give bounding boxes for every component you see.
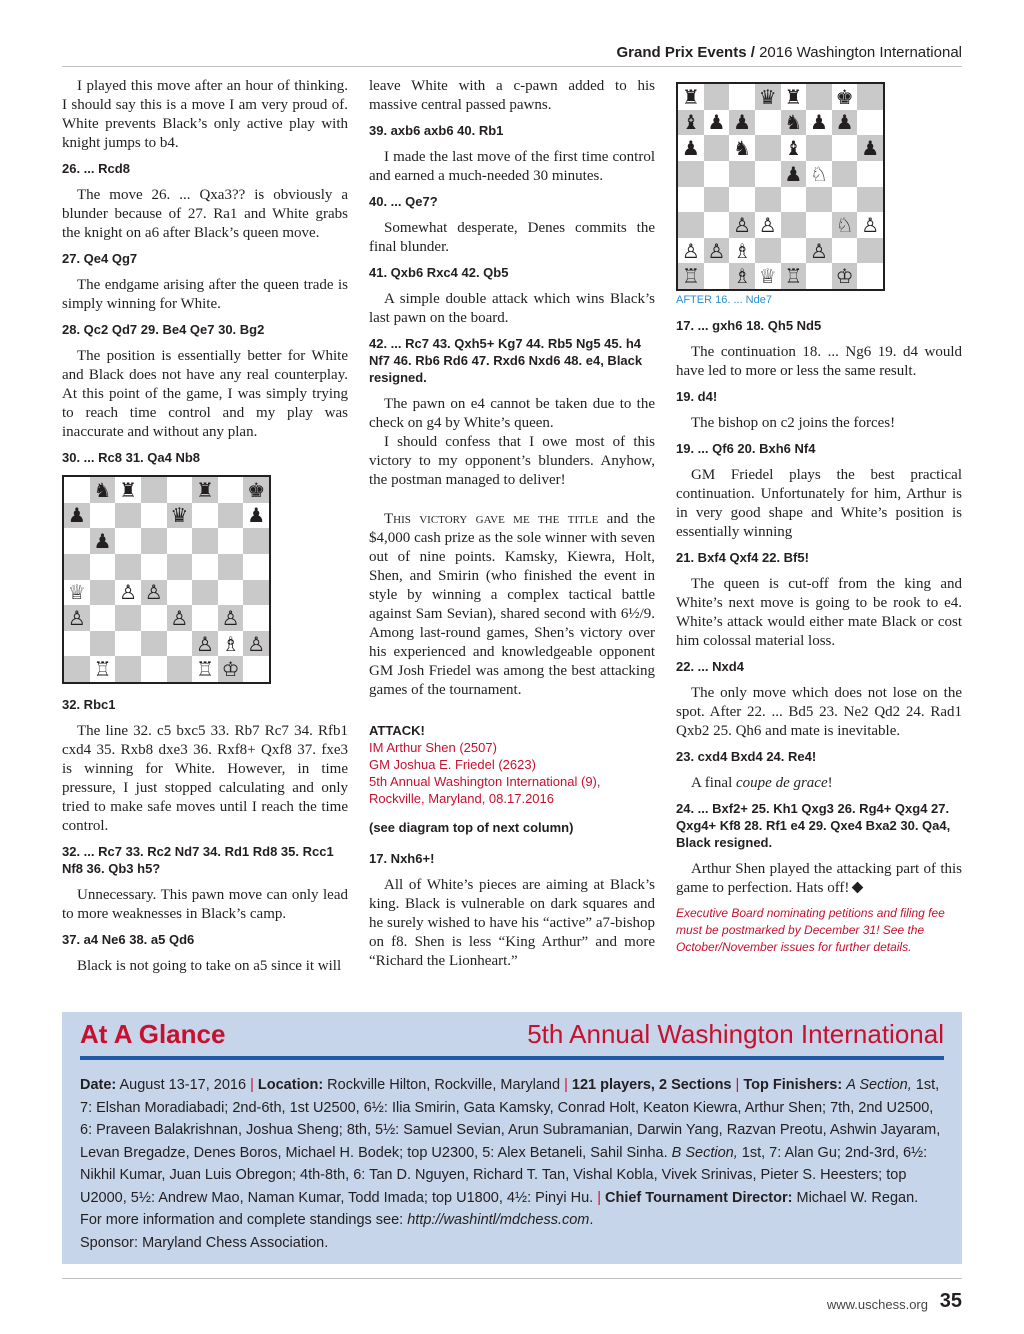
header-section: Grand Prix Events [616,44,747,61]
board-square [192,503,218,529]
paragraph-text: ! [827,775,833,791]
board-square [755,110,781,136]
chess-piece-icon: ♖ [192,656,218,682]
board-square [218,477,244,503]
board-square [729,161,755,187]
board-square [141,631,167,657]
board-square [90,631,116,657]
white-player: IM Arthur Shen (2507) [369,740,497,755]
paragraph: The only move which does not lose on the spot. After 22. ... Bd5 23. Ne2 Qd2 24. Rad1 Qxb2 25. Qh6 and mate is inevitable. [676,685,962,739]
chess-piece-icon: ♖ [678,263,704,289]
date-label: Date: [80,1077,117,1093]
separator: | [735,1077,740,1093]
board-square [243,528,269,554]
location-label: Location: [257,1077,324,1093]
paragraph: The endgame arising after the queen trade is simply winning for White. [62,277,348,312]
lead-in: This victory gave me the title [384,511,599,527]
separator: | [597,1189,601,1206]
board-square [755,135,781,161]
glance-body [80,1074,944,1254]
chess-piece-icon: ♙ [704,238,730,264]
players-count: 121 players, 2 Sections [571,1077,732,1093]
move-line: 22. ... Nxd4 [676,659,744,674]
event-name: 5th Annual Washington International (9), [369,774,601,789]
chess-piece-icon: ♙ [678,238,704,264]
glance-rule [80,1056,944,1060]
board-square [192,554,218,580]
board-square [192,528,218,554]
chess-piece-icon: ♙ [755,212,781,238]
column-2 [369,77,655,978]
paragraph: I made the last move of the first time control and earned a much-needed 30 minutes. [369,149,655,184]
board-note: Executive Board nominating petitions and filing fee must be postmarked by December 31! See the October/November issues for further details. [676,906,945,954]
chess-piece-icon: ♟ [64,503,90,529]
board-square [781,212,807,238]
end-mark-icon [852,882,864,894]
board-square [755,187,781,213]
paragraph: All of White’s pieces are aiming at Black’s king. Black is vulnerable on dark squares and he surely wished to have his “active” a7-bishop on f8. Shen is less “King Arthur” and more “Richard the Lionheart.” [369,877,655,969]
chess-piece-icon: ♙ [115,580,141,606]
board-square [704,263,730,289]
paragraph: The pawn on e4 cannot be taken due to the check on g4 by White’s queen. [369,396,655,431]
director-label: Chief Tournament Director: [605,1189,793,1206]
board-square [857,110,883,136]
paragraph: Somewhat desperate, Denes commits the final blunder. [369,220,655,255]
chess-piece-icon: ♞ [90,477,116,503]
board-square [704,84,730,110]
black-player: GM Joshua E. Friedel (2623) [369,757,536,772]
board-square [64,477,90,503]
move-line: 37. a4 Ne6 38. a5 Qd6 [62,932,195,947]
chess-piece-icon: ♟ [806,110,832,136]
board-square [115,528,141,554]
board-square [167,477,193,503]
chess-piece-icon: ♞ [781,110,807,136]
paragraph: The queen is cut-off from the king and White’s next move is going to be rook to e4. White’s attack would either mate Black or cost him colossal material loss. [676,576,962,649]
paragraph: GM Friedel plays the best practical continuation. Unfortunately for him, Arthur is in very good shape and White’s position is essentially winning [676,467,962,540]
board-square [832,135,858,161]
footer-website[interactable]: www.uschess.org [826,1297,928,1312]
move-line: 27. Qe4 Qg7 [62,251,138,266]
board-square [781,187,807,213]
italic-phrase: coupe de grace [736,775,828,791]
move-line: 28. Qc2 Qd7 29. Be4 Qe7 30. Bg2 [62,322,265,337]
a-section-results: 1st, 7: Elshan Moradiabadi; 2nd-6th, 1st U2500, 6½: Ilia Smirin, Gata Kamsky, Conrad Holt, Keaton Kiewra, Arthur Shen; 7th, 2nd U2500, 6: Praveen Balakrishnan, Joshua Sheng; 8th, 5½: Samuel Sevian, Arun Subramanian, Darwin Yang, Razvan Preotu, Ashwin Jayaram, Levan Bregadze, Denes Boros, Michael H. Bodek; top U2300, 5: Alex Betaneli, Sahil Sinha. [80,1077,941,1161]
separator: | [250,1077,254,1093]
board-square [141,656,167,682]
chess-piece-icon: ♙ [218,605,244,631]
header-divider: / [750,44,755,61]
chess-piece-icon: ♕ [64,580,90,606]
chess-piece-icon: ♟ [781,161,807,187]
chess-piece-icon: ♙ [167,605,193,631]
move-line: 17. Nxh6+! [369,851,435,866]
chess-piece-icon: ♙ [857,212,883,238]
chess-piece-icon: ♔ [832,263,858,289]
move-line: 19. ... Qf6 20. Bxh6 Nf4 [676,441,816,456]
chess-diagram-1 [62,475,271,684]
chess-piece-icon: ♟ [729,110,755,136]
running-header [0,44,962,61]
board-square [243,554,269,580]
board-square [755,238,781,264]
info-url[interactable]: http://washintl/mdchess.com [407,1212,590,1228]
board-square [857,84,883,110]
sponsor: Sponsor: Maryland Chess Association. [80,1234,329,1251]
b-section-results: 1st, 7: Alan Gu; 2nd-3rd, 6½: Nikhil Kumar, Juan Luis Obregon; 4th-8th, 6: Tan D. Nguyen, Richard T. Tan, Vishal Kobla, Vivek Srinivas, Pieter S. Heesters; top U2000, 5½: Andrew Mao, Naman Kumar, Todd Imada; top U1800, 4½: Pinyi Hu. [80,1144,928,1206]
chess-piece-icon: ♙ [729,212,755,238]
chess-piece-icon: ♖ [90,656,116,682]
paragraph [676,774,962,793]
chess-piece-icon: ♗ [729,238,755,264]
board-square [90,554,116,580]
column-1 [62,77,348,983]
board-square [704,161,730,187]
move-line: 42. ... Rc7 43. Qxh5+ Kg7 44. Rb5 Ng5 45. h4 Nf7 46. Rb6 Rd6 47. Rxd6 Nxd6 48. e4, Black resigned. [369,336,643,385]
board-square [704,212,730,238]
board-square [64,528,90,554]
board-square [832,187,858,213]
board-square [141,554,167,580]
glance-title: At A Glance [80,1019,226,1049]
paragraph: The continuation 18. ... Ng6 19. d4 would have led to more or less the same result. [676,344,962,379]
paragraph: The line 32. c5 bxc5 33. Rb7 Rc7 34. Rfb1 cxd4 35. Rxb8 dxe3 36. Rxf8+ Qxf8 37. fxe3 is winning for White. However, in time pressure, I just stopped calculating and only tried to make safe moves until I reach the time control. [62,723,348,834]
board-square [218,554,244,580]
attack-title: ATTACK! [369,723,425,738]
board-square [218,580,244,606]
paragraph: I should confess that I owe most of this victory to my opponent’s blunders. Anyhow, the postman managed to deliver! [369,434,655,488]
board-square [806,263,832,289]
move-line: 39. axb6 axb6 40. Rb1 [369,123,504,138]
board-square [90,605,116,631]
chess-piece-icon: ♝ [678,110,704,136]
paragraph-text: and the $4,000 cash prize as the sole winner with seven out of nine points. Kamsky, Kiewra, Holt, Shen, and Smirin (who finished the event in style by winning a complex tactical battle against Sam Sevian), shared second with 6½/9. Among last-round games, Shen’s victory over his experienced and knowledgeable opponent GM Josh Friedel was among the best attacking games of the tournament. [369,511,656,698]
paragraph-text: A final [691,775,736,791]
chess-piece-icon: ♗ [218,631,244,657]
event-place-date: Rockville, Maryland, 08.17.2016 [369,791,554,806]
chess-piece-icon: ♛ [167,503,193,529]
board-square [115,656,141,682]
chess-piece-icon: ♟ [678,135,704,161]
paragraph [369,510,655,700]
board-square [806,135,832,161]
chess-piece-icon: ♚ [832,84,858,110]
paragraph: The position is essentially better for White and Black does not have any real counterplay. At this point of the game, I was simply trying to reach time control and my play was inaccurate and without any plan. [62,348,348,440]
chess-piece-icon: ♟ [857,135,883,161]
board-square [857,238,883,264]
chess-piece-icon: ♘ [806,161,832,187]
paragraph: A simple double attack which wins Black’s last pawn on the board. [369,291,655,326]
move-line: 21. Bxf4 Qxf4 22. Bf5! [676,550,809,565]
chess-piece-icon: ♜ [781,84,807,110]
date-value: August 13-17, 2016 [116,1077,251,1093]
board-square [167,631,193,657]
diagram-note: (see diagram top of next column) [369,820,574,835]
board-square [115,554,141,580]
chess-piece-icon: ♟ [243,503,269,529]
board-square [704,187,730,213]
board-square [729,84,755,110]
board-square [243,580,269,606]
chess-piece-icon: ♔ [218,656,244,682]
board-square [218,503,244,529]
header-title: 2016 Washington International [759,44,962,61]
board-square [167,554,193,580]
chess-piece-icon: ♙ [141,580,167,606]
move-line: 40. ... Qe7? [369,194,438,209]
chess-piece-icon: ♟ [832,110,858,136]
board-square [167,528,193,554]
move-line: 23. cxd4 Bxd4 24. Re4! [676,749,817,764]
board-square [141,605,167,631]
board-square [64,656,90,682]
chess-piece-icon: ♟ [90,528,116,554]
board-square [832,161,858,187]
chess-piece-icon: ♘ [832,212,858,238]
chess-piece-icon: ♞ [729,135,755,161]
paragraph: I played this move after an hour of thinking. I should say this is a move I am very proud of. White prevents Black’s only active play with knight jumps to b4. [62,78,348,151]
column-3 [676,77,962,956]
board-square [64,554,90,580]
chess-piece-icon: ♗ [729,263,755,289]
board-square [243,656,269,682]
chess-piece-icon: ♝ [781,135,807,161]
board-square [832,238,858,264]
chess-piece-icon: ♛ [755,84,781,110]
board-square [141,477,167,503]
board-square [192,580,218,606]
move-line: 30. ... Rc8 31. Qa4 Nb8 [62,450,201,465]
page-number: 35 [939,1290,962,1312]
board-square [729,187,755,213]
header-rule [62,66,962,67]
board-square [64,631,90,657]
chess-piece-icon: ♙ [192,631,218,657]
board-square [141,528,167,554]
chess-piece-icon: ♚ [243,477,269,503]
move-line: 41. Qxb6 Rxc4 42. Qb5 [369,265,509,280]
board-square [115,503,141,529]
board-square [115,631,141,657]
board-square [806,187,832,213]
paragraph: The bishop on c2 joins the forces! [691,415,896,431]
board-square [141,503,167,529]
board-square [755,161,781,187]
board-square [90,580,116,606]
board-square [678,187,704,213]
info-end: . [589,1212,594,1228]
board-square [806,212,832,238]
chess-piece-icon: ♕ [755,263,781,289]
a-section-label: A Section, [846,1077,912,1093]
paragraph: Black is not going to take on a5 since it will [77,958,342,974]
board-square [678,212,704,238]
paragraph: leave White with a c-pawn added to his massive central passed pawns. [369,78,655,113]
diagram-caption: AFTER 16. ... Nde7 [676,294,772,306]
board-square [704,135,730,161]
finishers-label: Top Finishers: [743,1077,843,1093]
chess-piece-icon: ♙ [243,631,269,657]
chess-piece-icon: ♜ [192,477,218,503]
paragraph-text: Arthur Shen played the attacking part of this game to perfection. Hats off! [676,861,962,896]
move-line: 32. Rbc1 [62,697,116,712]
location-value: Rockville Hilton, Rockville, Maryland [323,1077,565,1093]
chess-piece-icon: ♙ [806,238,832,264]
glance-event: 5th Annual Washington International [527,1019,944,1049]
paragraph [676,860,962,898]
board-square [781,238,807,264]
move-line: 32. ... Rc7 33. Rc2 Nd7 34. Rd1 Rd8 35. Rcc1 Nf8 36. Qb3 h5? [62,844,334,876]
board-square [857,263,883,289]
chess-piece-icon: ♖ [781,263,807,289]
b-section-label: B Section, [671,1144,738,1161]
paragraph: Unnecessary. This pawn move can only lead to more weaknesses in Black’s camp. [62,887,348,922]
board-square [115,605,141,631]
info-lead: For more information and complete standings see: [80,1212,408,1228]
board-square [167,656,193,682]
chess-piece-icon: ♜ [115,477,141,503]
move-line: 17. ... gxh6 18. Qh5 Nd5 [676,318,822,333]
board-square [243,605,269,631]
board-square [857,161,883,187]
board-square [218,528,244,554]
paragraph: The move 26. ... Qxa3?? is obviously a blunder because of 27. Ra1 and White grabs the knight on a6 after Black’s queen move. [62,187,348,241]
at-a-glance-box [62,1012,962,1264]
move-line: 19. d4! [676,389,718,404]
chess-piece-icon: ♟ [704,110,730,136]
move-line: 26. ... Rcd8 [62,161,130,176]
board-square [857,187,883,213]
director-name: Michael W. Regan. [792,1189,919,1206]
footer-rule [62,1278,962,1279]
board-square [806,84,832,110]
chess-piece-icon: ♙ [64,605,90,631]
board-square [167,580,193,606]
chess-piece-icon: ♜ [678,84,704,110]
board-square [192,605,218,631]
move-line: 24. ... Bxf2+ 25. Kh1 Qxg3 26. Rg4+ Qxg4 27. Qxg4+ Kf8 28. Rf1 e4 29. Qxe4 Bxa2 30. Qa4, Black resigned. [676,801,951,850]
chess-diagram-2 [676,82,885,291]
separator: | [564,1077,568,1093]
board-square [678,161,704,187]
board-square [90,503,116,529]
